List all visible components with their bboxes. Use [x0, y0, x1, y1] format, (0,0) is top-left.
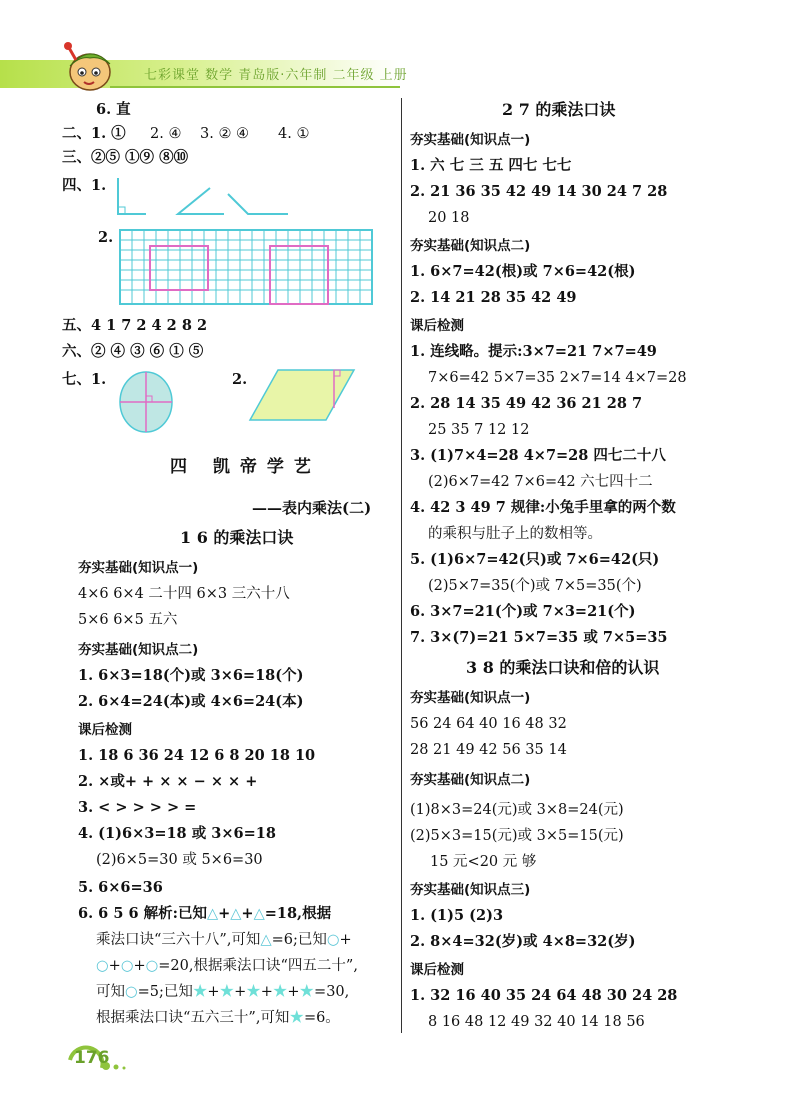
circle-icon: ○	[326, 932, 340, 948]
explanation-line: 6. 6 5 6 解析:已知△+△+△=18,根据	[78, 905, 332, 922]
answer-line: 5. (1)6×7=42(只)或 7×6=42(只)	[410, 551, 660, 568]
answer-line: 7. 3×(7)=21 5×7=35 或 7×5=35	[410, 629, 668, 646]
star-icon: ★	[289, 1010, 304, 1026]
answer-line: 六、② ④ ③ ⑥ ① ⑤	[62, 343, 204, 360]
answer-line: 七、1.	[62, 371, 107, 388]
section-heading: 夯实基础(知识点一)	[410, 690, 531, 706]
lesson-title: 1 6 的乘法口诀	[180, 528, 294, 547]
answer-line: 2. 14 21 28 35 42 49	[410, 289, 577, 306]
section-heading: 夯实基础(知识点三)	[410, 882, 531, 898]
answer-line: 2. ④	[150, 126, 182, 142]
answer-line: (2)5×3=15(元)或 3×5=15(元)	[410, 828, 624, 844]
answer-line: 4×6 6×4 二十四 6×3 三六十八	[78, 586, 290, 602]
answer-line: 1. 连线略。提示:3×7=21 7×7=49	[410, 343, 657, 360]
answer-line: 20 18	[428, 210, 470, 226]
grid-drawing	[118, 228, 378, 308]
answer-line: 25 35 7 12 12	[428, 422, 530, 438]
circle-icon: ○	[120, 958, 134, 974]
answer-line: 5. 6×6=36	[78, 879, 163, 896]
answer-line: 1. 18 6 36 24 12 6 8 20 18 10	[78, 747, 316, 764]
explanation-line: 根据乘法口诀“五六三十”,可知★=6。	[96, 1010, 340, 1026]
answer-line: 4. ①	[278, 126, 310, 142]
lesson-title: 2 7 的乘法口诀	[502, 100, 616, 119]
answer-line: 2.	[232, 371, 248, 388]
explanation-line: 可知○=5;已知★+★+★+★+★=30,	[96, 984, 350, 1000]
answer-line: 4. (1)6×3=18 或 3×6=18	[78, 825, 276, 842]
section-heading: 夯实基础(知识点二)	[410, 238, 531, 254]
answer-line: 4. 42 3 49 7 规律:小兔手里拿的两个数	[410, 499, 676, 516]
section-heading: 课后检测	[78, 722, 132, 738]
answer-line: (1)8×3=24(元)或 3×8=24(元)	[410, 802, 624, 818]
answer-line: 2. 6×4=24(本)或 4×6=24(本)	[78, 693, 304, 710]
page-number: 176	[74, 1048, 110, 1068]
mascot-icon	[60, 38, 118, 94]
answer-line: 1. (1)5 (2)3	[410, 907, 504, 924]
answer-line: 2. 28 14 35 49 42 36 21 28 7	[410, 395, 643, 412]
answer-line: 二、1. ①	[62, 125, 126, 142]
answer-line: (2)5×7=35(个)或 7×5=35(个)	[428, 578, 642, 594]
answer-line: 1. 六 七 三 五 四七 七七	[410, 157, 572, 174]
unit-subtitle: ——表内乘法(二)	[252, 499, 372, 517]
section-heading: 夯实基础(知识点二)	[410, 772, 531, 788]
answer-line: 3. < > > > > =	[78, 799, 197, 816]
answer-line: 15 元<20 元 够	[430, 854, 537, 870]
answer-line: 四、1.	[62, 177, 107, 194]
answer-line: 2. 8×4=32(岁)或 4×8=32(岁)	[410, 933, 636, 950]
star-icon: ★	[192, 984, 208, 1000]
circle-icon: ○	[125, 984, 138, 1000]
triangle-icon: △	[230, 905, 242, 922]
ellipse-drawing	[116, 368, 176, 436]
column-divider	[401, 98, 402, 1033]
section-heading: 课后检测	[410, 318, 464, 334]
answer-line: 56 24 64 40 16 48 32	[410, 716, 567, 732]
circle-icon: ○	[96, 958, 109, 974]
lesson-title: 3 8 的乘法口诀和倍的认识	[466, 658, 660, 677]
answer-line: 1. 6×7=42(根)或 7×6=42(根)	[410, 263, 636, 280]
answer-line: 7×6=42 5×7=35 2×7=14 4×7=28	[428, 370, 687, 386]
star-icon: ★	[272, 984, 288, 1000]
answer-line: 28 21 49 42 56 35 14	[410, 742, 567, 758]
answer-line: 3. (1)7×4=28 4×7=28 四七二十八	[410, 447, 666, 464]
header-title: 七彩课堂 数学 青岛版·六年制 二年级 上册	[144, 68, 408, 83]
section-heading: 夯实基础(知识点二)	[78, 642, 199, 658]
triangle-icon: △	[206, 905, 219, 922]
triangle-icon: △	[253, 905, 265, 922]
answer-line: (2)6×7=42 7×6=42 六七四十二	[428, 474, 653, 490]
unit-title: 四 凯帝学艺	[170, 457, 321, 477]
answer-line: (2)6×5=30 或 5×6=30	[96, 852, 263, 868]
answer-line: 2. ×或+ + × × − × × +	[78, 773, 258, 790]
answer-line: 1. 6×3=18(个)或 3×6=18(个)	[78, 667, 304, 684]
star-icon: ★	[299, 984, 315, 1000]
answer-line: 2.	[98, 229, 114, 246]
answer-line: 6. 直	[96, 101, 131, 118]
answer-line: 的乘积与肚子上的数相等。	[428, 526, 602, 542]
answer-line: 2. 21 36 35 42 49 14 30 24 7 28	[410, 183, 668, 200]
answer-line: 三、②⑤ ①⑨ ⑧⑩	[62, 149, 189, 166]
answer-line: 5×6 6×5 五六	[78, 612, 178, 628]
header-rule	[110, 86, 400, 88]
answer-line: 1. 32 16 40 35 24 64 48 30 24 28	[410, 987, 678, 1004]
star-icon: ★	[219, 984, 235, 1000]
parallelogram-drawing	[248, 368, 358, 424]
section-heading: 夯实基础(知识点一)	[410, 132, 531, 148]
page-number-badge	[66, 1040, 126, 1080]
section-heading: 课后检测	[410, 962, 464, 978]
answer-line: 五、4 1 7 2 4 2 8 2	[62, 317, 208, 334]
answer-line: 8 16 48 12 49 32 40 14 18 56	[428, 1014, 645, 1030]
answer-line: 3. ② ④	[200, 126, 250, 142]
explanation-line: ○+○+○=20,根据乘法口诀“四五二十”,	[96, 958, 358, 974]
triangle-icon: △	[260, 932, 272, 948]
answer-line: 6. 3×7=21(个)或 7×3=21(个)	[410, 603, 636, 620]
section-heading: 夯实基础(知识点一)	[78, 560, 199, 576]
star-icon: ★	[246, 984, 261, 1000]
angle-drawings	[112, 176, 292, 218]
circle-icon: ○	[145, 958, 159, 974]
explanation-line: 乘法口诀“三六十八”,可知△=6;已知○+	[96, 932, 352, 948]
